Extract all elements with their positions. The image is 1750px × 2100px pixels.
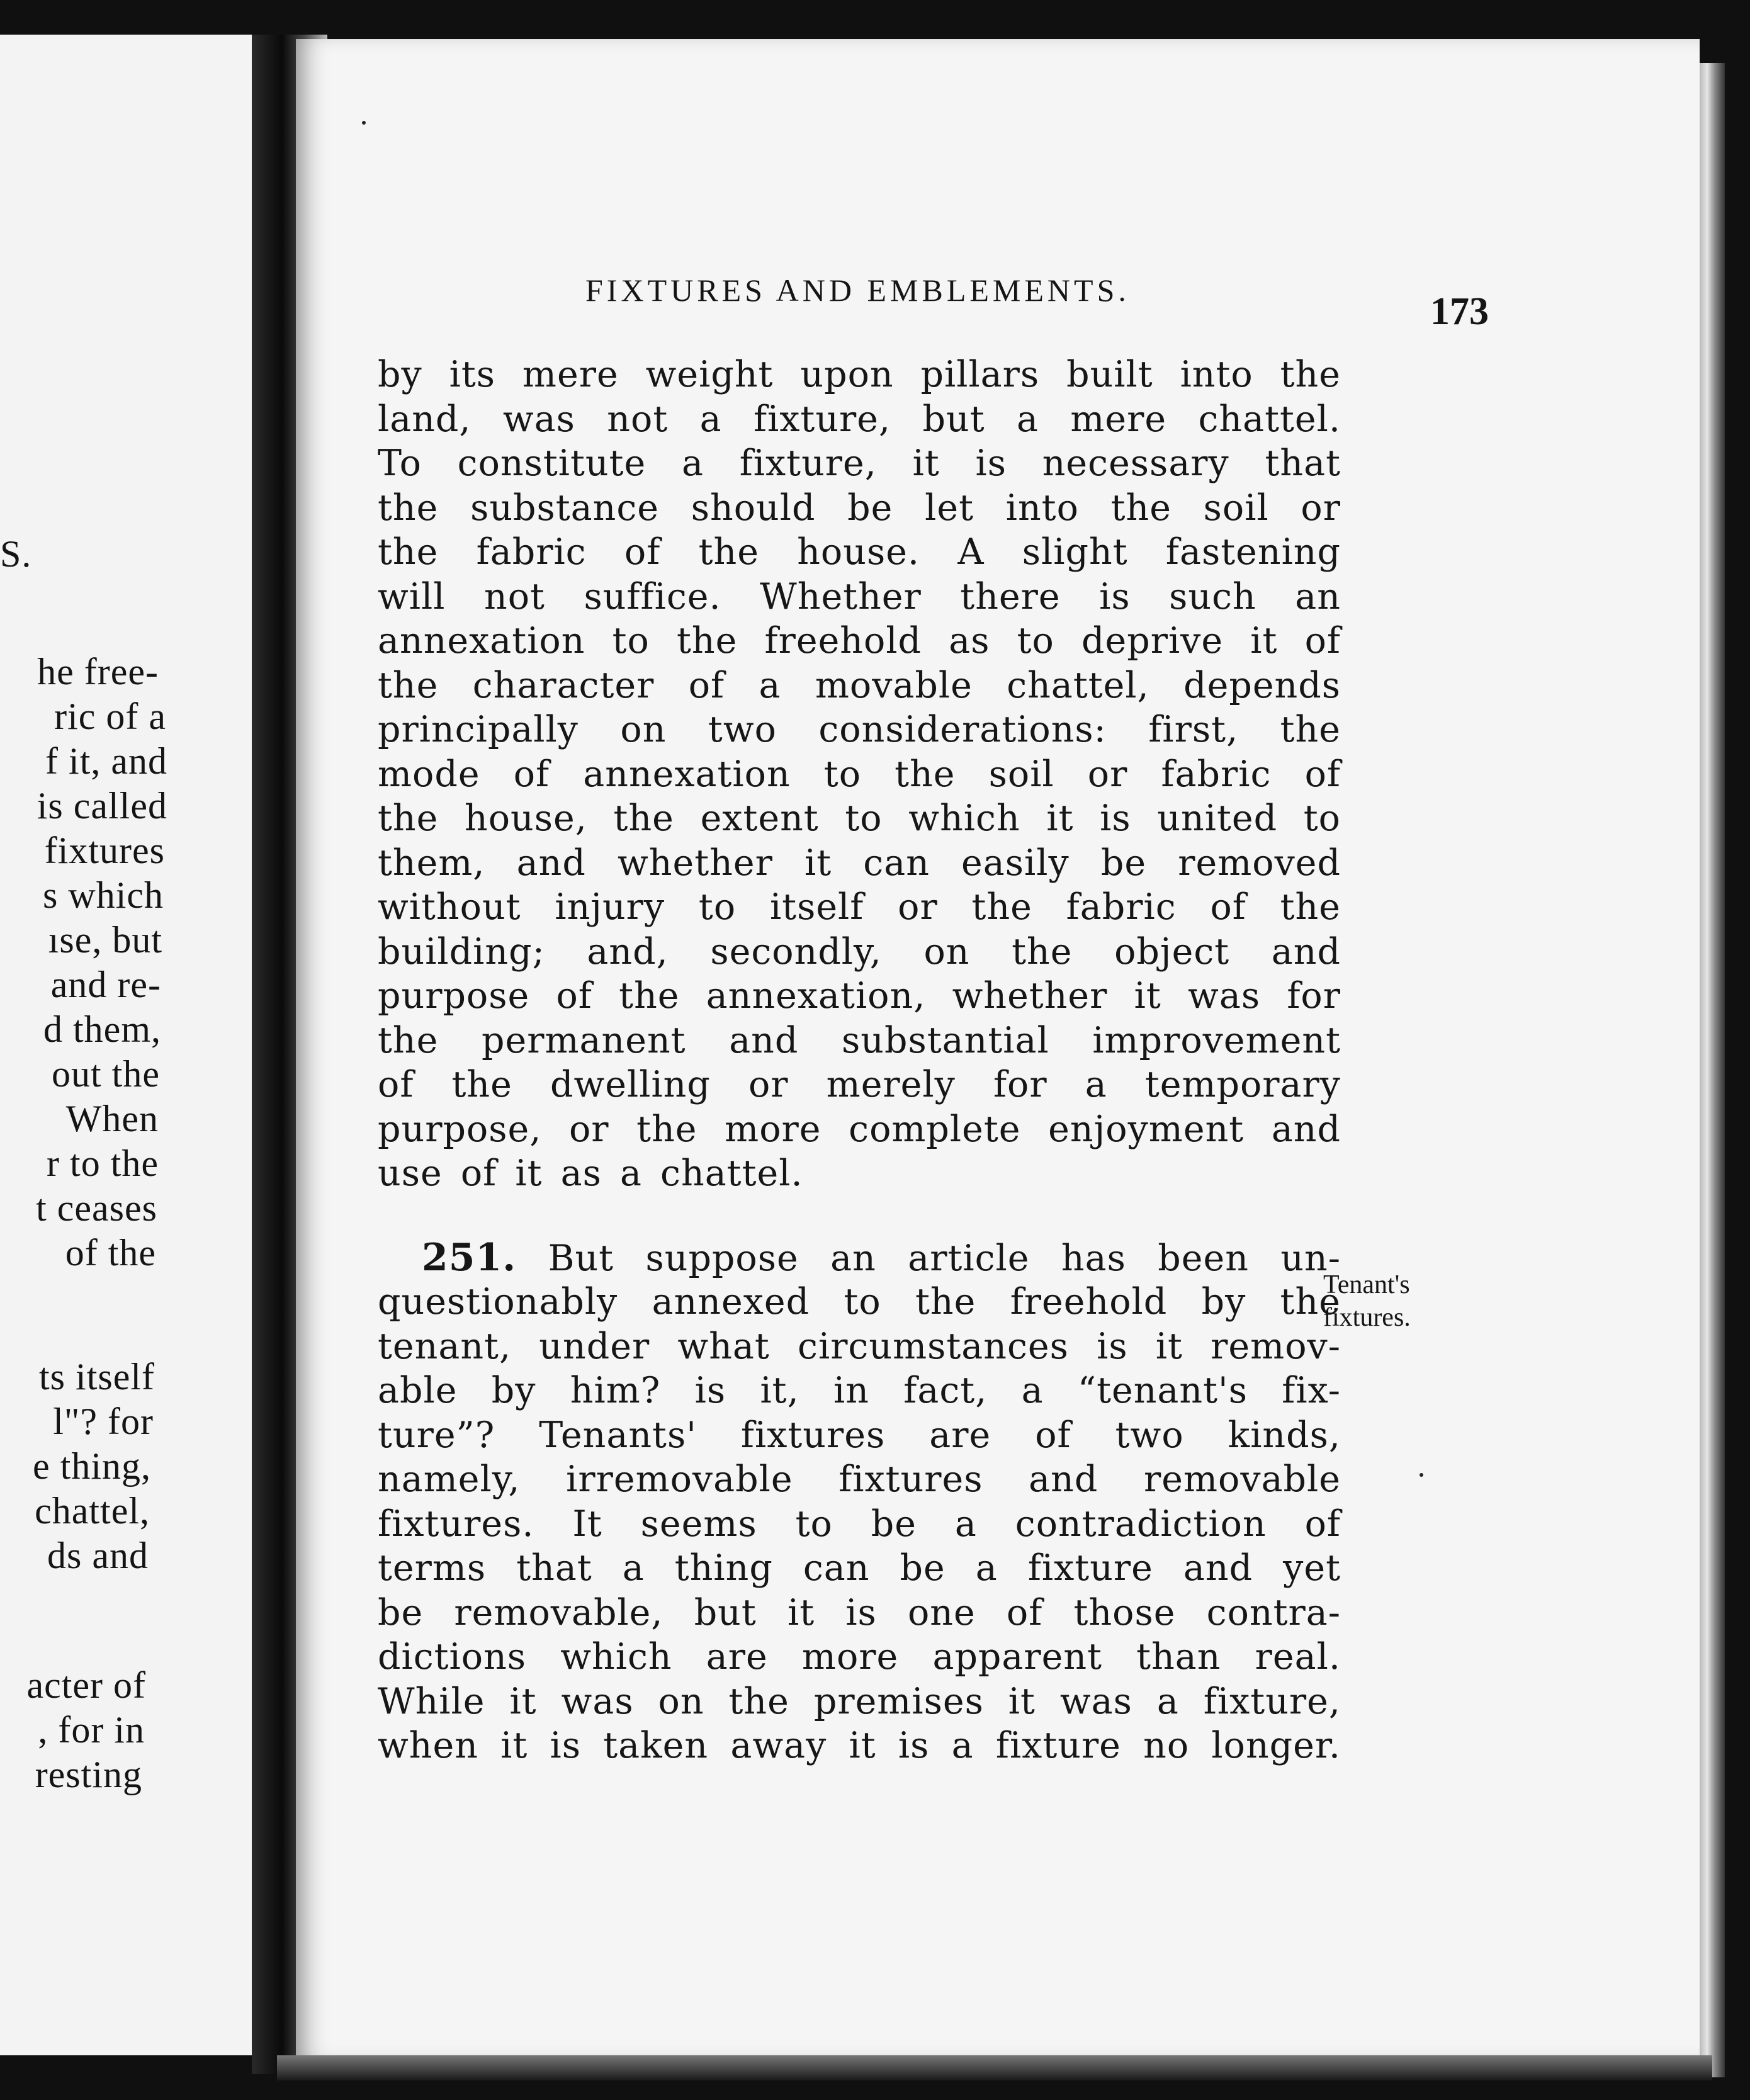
left-line: e thing,: [33, 1445, 151, 1487]
margin-note-line: Tenant's: [1323, 1270, 1410, 1299]
left-line: of the: [65, 1232, 156, 1273]
left-line: out the: [52, 1053, 160, 1095]
margin-note: [1323, 1268, 1411, 1334]
left-line: f it, and: [45, 740, 167, 782]
text-line: the character of a movable chattel, depends: [378, 664, 1341, 706]
text-line: namely, irremovable fixtures and removable: [378, 1459, 1341, 1500]
left-line: ric of a: [54, 696, 166, 737]
print-speck: [362, 121, 366, 125]
paragraph-gap: [378, 1196, 1341, 1236]
left-line: chattel,: [35, 1490, 150, 1532]
text-line: annexation to the freehold as to deprive it of: [378, 620, 1341, 662]
left-line: and re-: [50, 964, 161, 1005]
text-line: by its mere weight upon pillars built into the: [378, 354, 1341, 395]
text-line: mode of annexation to the soil or fabric of: [378, 753, 1341, 795]
left-line: fixtures: [44, 830, 165, 871]
text-line: ture”? Tenants' fixtures are of two kinds,: [378, 1414, 1341, 1456]
text-line: of the dwelling or merely for a temporary: [378, 1064, 1341, 1105]
page-number: 173: [1430, 290, 1489, 333]
section-first-line: But suppose an article has been un-: [548, 1237, 1341, 1279]
left-line: l"? for: [53, 1401, 154, 1442]
print-speck: [1420, 1473, 1423, 1477]
left-line: is called: [37, 785, 167, 827]
running-head: FIXTURES AND EMBLEMENTS.: [585, 273, 1130, 308]
text-line: the substance should be let into the soil or: [378, 487, 1341, 529]
left-line: s which: [43, 874, 164, 916]
section-number: 251.: [422, 1235, 517, 1280]
page-edge: [1700, 63, 1725, 2077]
text-line: the permanent and substantial improvement: [378, 1019, 1341, 1061]
left-line: When: [65, 1098, 159, 1139]
left-line: t ceases: [36, 1187, 157, 1229]
text-line: terms that a thing can be a fixture and yet: [378, 1547, 1341, 1589]
text-line: the fabric of the house. A slight fastening: [378, 531, 1341, 573]
text-line: land, was not a fixture, but a mere chattel.: [378, 398, 1341, 440]
text-line: principally on two considerations: first, the: [378, 709, 1341, 750]
text-line: purpose of the annexation, whether it was for: [378, 975, 1341, 1017]
text-line: able by him? is it, in fact, a “tenant's fix-: [378, 1370, 1341, 1411]
left-page: [0, 35, 291, 2055]
left-line: he free-: [37, 651, 159, 692]
text-line: when it is taken away it is a fixture no longer.: [378, 1725, 1341, 1766]
text-line: will not suffice. Whether there is such an: [378, 575, 1341, 618]
left-line: , for in: [38, 1709, 145, 1751]
text-line: them, and whether it can easily be removed: [378, 842, 1341, 884]
text-line: building; and, secondly, on the object and: [378, 930, 1341, 973]
text-line: questionably annexed to the freehold by the: [378, 1281, 1341, 1323]
left-line: acter of: [26, 1664, 146, 1706]
left-line: d them,: [43, 1008, 161, 1050]
left-line: resting: [35, 1754, 142, 1795]
text-line: the house, the extent to which it is united to: [378, 798, 1341, 839]
body-text: [378, 353, 1341, 1768]
left-line: r to the: [47, 1143, 159, 1184]
text-line: dictions which are more apparent than real.: [378, 1636, 1341, 1678]
text-line: tenant, under what circumstances is it remov-: [378, 1325, 1341, 1367]
text-line: be removable, but it is one of those contra-: [378, 1591, 1341, 1634]
left-line: S.: [0, 533, 32, 575]
text-line: While it was on the premises it was a fixture,: [378, 1680, 1341, 1722]
margin-note-line: fixtures.: [1323, 1303, 1411, 1332]
text-line: purpose, or the more complete enjoyment and: [378, 1108, 1341, 1150]
bottom-edge: [277, 2055, 1712, 2080]
text-line: To constitute a fixture, it is necessary that: [378, 443, 1341, 484]
text-line: [378, 1236, 1341, 1280]
left-line: ıse, but: [48, 919, 162, 961]
left-line: ds and: [47, 1535, 149, 1576]
text-line: fixtures. It seems to be a contradiction of: [378, 1503, 1341, 1545]
text-line: use of it as a chattel.: [378, 1153, 803, 1194]
text-line: without injury to itself or the fabric of the: [378, 886, 1341, 928]
left-line: ts itself: [39, 1356, 155, 1397]
